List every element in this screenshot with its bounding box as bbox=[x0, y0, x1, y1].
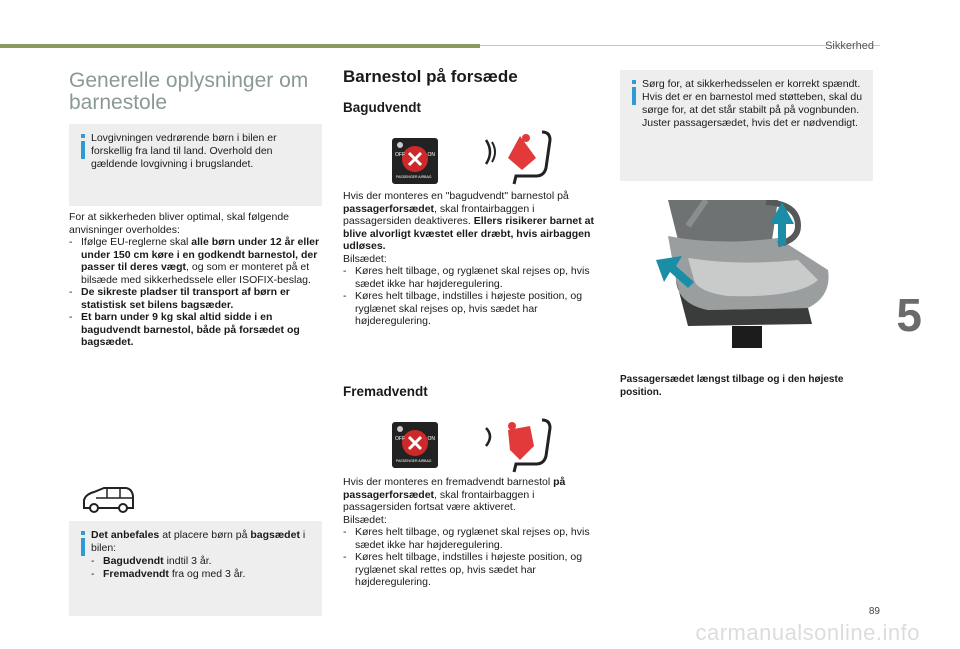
bold-text: passagerforsædet bbox=[343, 202, 435, 215]
page-title: Generelle oplysninger om barnestole bbox=[69, 69, 309, 114]
text: Hvis der monteres en fremadvendt barnestol bbox=[343, 476, 554, 488]
text: , og som er monteret på et bilsæde med sikkerhedssele eller ISOFIX-beslag. bbox=[81, 261, 311, 286]
page-number: 89 bbox=[868, 606, 880, 617]
bold-text: alle børn under 12 år eller under 150 cm køre i en godkendt barnestol, der passer til deres vægt bbox=[81, 236, 320, 273]
bold-text: Et barn under 9 kg skal altid sidde i en bagudvendt barnestol, både på forsædet og bagsædet. bbox=[81, 311, 300, 348]
car-icon bbox=[80, 486, 136, 514]
list-item: - Køres helt tilbage, indstilles i højeste position, og ryglænet skal rettes op, hvis sædet har højderegulering. bbox=[343, 551, 599, 589]
seat-image bbox=[648, 200, 844, 358]
intro-text bbox=[69, 211, 325, 349]
airbag-text: PASSENGER AIRBAG bbox=[396, 175, 432, 179]
info-text bbox=[91, 529, 313, 581]
text: Hvis der monteres en "bagudvendt" barnestol på bbox=[343, 190, 569, 202]
text: Køres helt tilbage, indstilles i højeste position, og ryglænet skal rettes op, hvis sædet har højderegulering. bbox=[355, 551, 583, 588]
bold-text: Det anbefales bbox=[91, 529, 160, 541]
subheading-front: Fremadvendt bbox=[343, 384, 428, 399]
on-label: ON bbox=[427, 152, 435, 158]
airbag-label bbox=[392, 422, 438, 468]
forward-facing-seat-icon bbox=[480, 416, 560, 474]
list-item: - De sikreste pladser til transport af børn er statistisk set bilens bagsæder. bbox=[69, 286, 290, 311]
section-heading: Barnestol på forsæde bbox=[343, 67, 518, 86]
off-label: OFF bbox=[395, 436, 405, 442]
text: , skal frontairbaggen i passagersiden deaktiveres. bbox=[343, 202, 535, 227]
seat-label: Bilsædet: bbox=[343, 252, 387, 265]
subheading-rear: Bagudvendt bbox=[343, 100, 422, 115]
text: i bilen: bbox=[91, 529, 306, 554]
watermark: carmanualsonline.info bbox=[695, 620, 920, 645]
text: Ifølge EU-reglerne skal bbox=[81, 236, 192, 248]
info-box-recommendation bbox=[69, 521, 322, 616]
off-label: OFF bbox=[395, 152, 405, 158]
list-item: - Køres helt tilbage, indstilles i højeste position, og ryglænet skal rejses op, hvis sædet har højderegulering. bbox=[343, 290, 599, 328]
list-item: - Fremadvendt fra og med 3 år. bbox=[91, 568, 246, 580]
seat-illustration bbox=[648, 200, 844, 358]
airbag-text: PASSENGER AIRBAG bbox=[396, 459, 432, 463]
rear-text bbox=[343, 190, 599, 328]
bold-text: Ellers risikerer barnet at blive alvorligt kvæstet eller dræbt, hvis airbaggen udløses. bbox=[343, 215, 594, 252]
list-item: - Køres helt tilbage, og ryglænet skal rejses op, hvis sædet ikke har højderegulering. bbox=[343, 526, 599, 551]
list-item: - Køres helt tilbage, og ryglænet skal rejses op, hvis sædet ikke har højderegulering. bbox=[343, 265, 599, 290]
info-icon bbox=[628, 80, 642, 106]
text: , skal frontairbaggen i passagersiden fortsat være aktiveret. bbox=[343, 488, 535, 513]
info-icon bbox=[77, 134, 91, 160]
text: fra og med 3 år. bbox=[168, 568, 246, 580]
bold-text: Bagudvendt bbox=[103, 555, 164, 567]
info-box-belt bbox=[620, 70, 873, 181]
bold-text: Fremadvendt bbox=[103, 568, 169, 580]
header-bar bbox=[0, 44, 480, 48]
airbag-label bbox=[392, 138, 438, 184]
text: indtil 3 år. bbox=[163, 555, 212, 567]
list-item: - Et barn under 9 kg skal altid sidde i en bagudvendt barnestol, både på forsædet og bagsædet. bbox=[69, 311, 300, 348]
rear-facing-seat-icon bbox=[480, 128, 560, 186]
info-icon bbox=[77, 531, 91, 557]
text: Køres helt tilbage, og ryglænet skal rejses op, hvis sædet ikke har højderegulering. bbox=[355, 526, 590, 551]
intro-line: For at sikkerheden bliver optimal, skal følgende anvisninger overholdes: bbox=[69, 211, 290, 236]
bold-text: bagsædet bbox=[250, 529, 300, 541]
chapter-number: 5 bbox=[896, 289, 922, 341]
section-title: Sikkerhed bbox=[825, 40, 874, 52]
bold-text: på passagerforsædet bbox=[343, 476, 566, 501]
list-item: - Bagudvendt indtil 3 år. bbox=[91, 555, 212, 567]
info-box-legislation bbox=[69, 124, 322, 206]
seat-label: Bilsædet: bbox=[343, 513, 387, 526]
text: Køres helt tilbage, indstilles i højeste position, og ryglænet skal rejses op, hvis sædet har højderegulering. bbox=[355, 290, 583, 327]
header-rule bbox=[480, 45, 880, 46]
bold-text: De sikreste pladser til transport af børn er statistisk set bilens bagsæder. bbox=[81, 286, 290, 311]
seat-caption: Passagersædet længst tilbage og i den højeste position. bbox=[620, 374, 844, 398]
on-label: ON bbox=[427, 436, 435, 442]
info-text: Sørg for, at sikkerhedsselen er korrekt spændt. Hvis det er en barnestol med støtteben, skal du sørge for, at det står stabilt på på vognbunden. Juster passagersædet, hvis det er nødvendigt. bbox=[642, 78, 863, 129]
text: at placere børn på bbox=[159, 529, 251, 541]
list-item: - Ifølge EU-reglerne skal alle børn under 12 år eller under 150 cm køre i en godkendt barnestol, der passer til deres vægt, og som er monteret på et bilsæde med sikkerhedssele eller ISOFIX-beslag. bbox=[69, 236, 320, 286]
text: Køres helt tilbage, og ryglænet skal rejses op, hvis sædet ikke har højderegulering. bbox=[355, 265, 590, 290]
info-text: Lovgivningen vedrørende børn i bilen er forskellig fra land til land. Overhold den gældende lovgivning i brugslandet. bbox=[91, 132, 277, 170]
front-text bbox=[343, 476, 599, 589]
